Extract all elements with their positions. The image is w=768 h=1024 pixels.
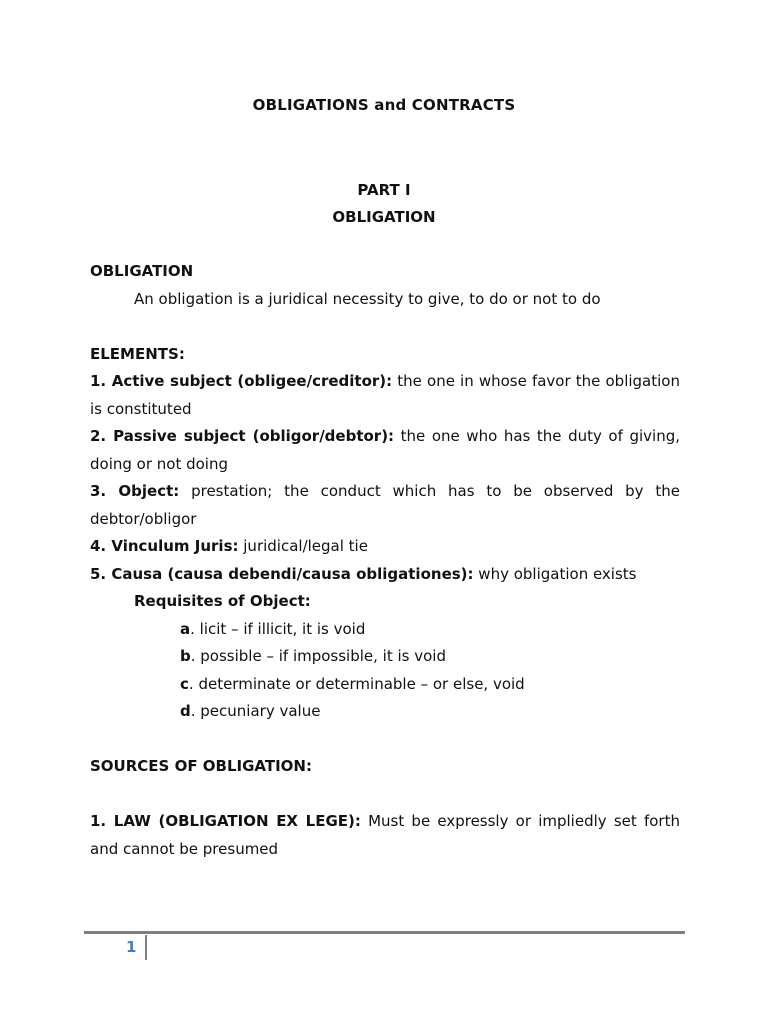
element-term: 2. Passive subject (obligor/debtor): [90, 427, 395, 445]
element-term: 4. Vinculum Juris: [90, 537, 239, 555]
part-label: PART I [357, 181, 411, 199]
sources-heading: SOURCES OF OBLIGATION: [90, 757, 312, 775]
requisite-text: . pecuniary value [190, 702, 321, 720]
element-item [90, 368, 680, 423]
element-item [90, 478, 680, 533]
requisite-letter: a [180, 619, 191, 638]
obligation-heading: OBLIGATION [90, 262, 194, 280]
source-item [90, 808, 680, 863]
requisite-text: . determinate or determinable – or else, void [188, 674, 525, 693]
requisite-letter: b [180, 647, 191, 665]
element-desc: prestation; the conduct which has to be observed by the debtor/obligor [90, 482, 680, 528]
element-item [90, 423, 680, 478]
requisite-letter: c [180, 674, 189, 693]
spacer [90, 313, 680, 341]
requisite-item [90, 643, 680, 671]
source-term: 1. LAW (OBLIGATION EX LEGE): [90, 812, 361, 830]
document-title: OBLIGATIONS and CONTRACTS [252, 96, 516, 114]
requisites-heading: Requisites of Object: [134, 592, 311, 610]
spacer [90, 726, 680, 754]
requisite-item [90, 671, 680, 699]
element-desc: why obligation exists [473, 564, 637, 583]
element-desc: the one who has the duty of giving, doing or not doing [90, 427, 680, 473]
page-number-separator [145, 935, 147, 960]
requisite-item [90, 616, 680, 644]
document-body [90, 258, 680, 863]
element-term: 1. Active subject (obligee/creditor): [90, 372, 393, 390]
part-heading-block [0, 177, 768, 231]
element-desc: juridical/legal tie [238, 537, 368, 555]
element-term: 3. Object: [90, 482, 180, 500]
element-item [90, 533, 680, 561]
requisite-letter: d [180, 702, 191, 720]
obligation-definition: An obligation is a juridical necessity to give, to do or not to do [134, 289, 601, 308]
element-desc: the one in whose favor the obligation is constituted [90, 372, 680, 418]
page-number: 1 [126, 938, 137, 956]
part-title: OBLIGATION [332, 208, 436, 226]
element-item [90, 561, 680, 589]
element-term: 5. Causa (causa debendi/causa obligationes): [90, 564, 474, 583]
requisite-item [90, 698, 680, 726]
elements-heading: ELEMENTS: [90, 344, 185, 363]
requisite-text: . licit – if illicit, it is void [190, 619, 366, 638]
source-desc: Must be expressly or impliedly set forth and cannot be presumed [90, 812, 680, 858]
spacer [90, 781, 680, 809]
requisite-text: . possible – if impossible, it is void [190, 647, 446, 665]
footer-rule [84, 931, 685, 934]
